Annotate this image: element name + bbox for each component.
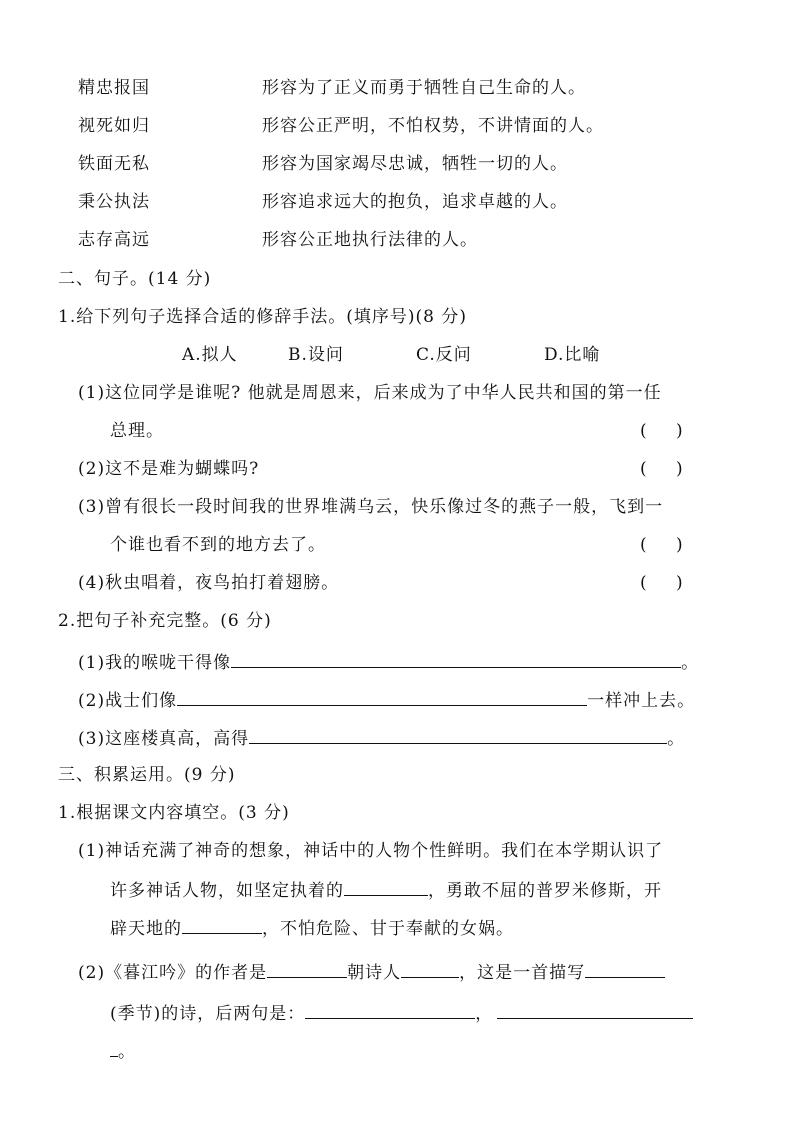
- meaning-5: 形容公正地执行法律的人。: [262, 230, 478, 250]
- meaning-3: 形容为国家竭尽忠诚，牺牲一切的人。: [262, 154, 568, 174]
- question-2-1-title: 1.给下列句子选择合适的修辞手法。(填序号)(8 分): [58, 307, 467, 327]
- term-3: 铁面无私: [78, 154, 150, 174]
- fill-paragraph-2-line-3: 。: [110, 1038, 136, 1064]
- answer-blank[interactable]: [249, 725, 667, 744]
- rhetoric-item-3-cont: 个谁也看不到的地方去了。: [110, 535, 326, 555]
- option-b: B.设问: [288, 345, 344, 365]
- meaning-1: 形容为了正义而勇于牺牲自己生命的人。: [262, 78, 586, 98]
- question-2-2-title: 2.把句子补充完整。(6 分): [58, 611, 272, 631]
- term-1: 精忠报国: [78, 78, 150, 98]
- rhetoric-item-2: (2)这不是难为蝴蝶吗?: [78, 459, 260, 479]
- section-3-heading: 三、积累运用。(9 分): [58, 765, 236, 785]
- fill-paragraph-1-line-3: 辟天地的 ，不怕危险、甘于奉献的女娲。: [110, 915, 514, 941]
- rhetoric-item-1-cont: 总理。: [110, 421, 164, 441]
- answer-blank[interactable]: [305, 1000, 475, 1019]
- rhetoric-item-4: (4)秋虫唱着，夜鸟拍打着翅膀。: [78, 573, 340, 593]
- complete-sentence-2: (2)战士们像 一样冲上去。: [78, 687, 695, 713]
- answer-blank[interactable]: [267, 959, 347, 978]
- section-2-heading: 二、句子。(14 分): [58, 269, 212, 289]
- answer-blank[interactable]: [497, 1000, 693, 1019]
- option-d: D.比喻: [544, 345, 601, 365]
- option-a: A.拟人: [182, 345, 238, 365]
- answer-blank[interactable]: [585, 959, 665, 978]
- answer-blank[interactable]: [177, 687, 587, 706]
- term-5: 志存高远: [78, 230, 150, 250]
- answer-blank[interactable]: [110, 1038, 118, 1057]
- meaning-2: 形容公正严明，不怕权势，不讲情面的人。: [262, 116, 604, 136]
- rhetoric-item-1: (1)这位同学是谁呢? 他就是周恩来，后来成为了中华人民共和国的第一任: [78, 383, 662, 403]
- fill-paragraph-2-line-2: (季节)的诗，后两句是： ，: [110, 1000, 693, 1026]
- complete-sentence-3: (3)这座楼真高，高得 。: [78, 725, 685, 751]
- option-c: C.反问: [416, 345, 472, 365]
- term-4: 秉公执法: [78, 192, 150, 212]
- answer-blank[interactable]: [344, 877, 428, 896]
- question-3-1-title: 1.根据课文内容填空。(3 分): [58, 803, 290, 823]
- fill-paragraph-1-line-1: (1)神话充满了神奇的想象，神话中的人物个性鲜明。我们在本学期认识了: [78, 841, 664, 861]
- meaning-4: 形容追求远大的抱负，追求卓越的人。: [262, 192, 568, 212]
- rhetoric-item-3: (3)曾有很长一段时间我的世界堆满乌云，快乐像过冬的燕子一般，飞到一: [78, 497, 664, 517]
- answer-blank[interactable]: [401, 959, 459, 978]
- fill-paragraph-1-line-2: 许多神话人物，如坚定执着的 ，勇敢不屈的普罗米修斯，开: [110, 877, 662, 903]
- fill-paragraph-2-line-1: (2)《暮江吟》的作者是 朝诗人 ，这是一首描写: [78, 959, 665, 985]
- term-2: 视死如归: [78, 116, 150, 136]
- complete-sentence-1: (1)我的喉咙干得像 。: [78, 649, 699, 675]
- answer-blank[interactable]: [231, 649, 681, 668]
- answer-blank[interactable]: [182, 915, 262, 934]
